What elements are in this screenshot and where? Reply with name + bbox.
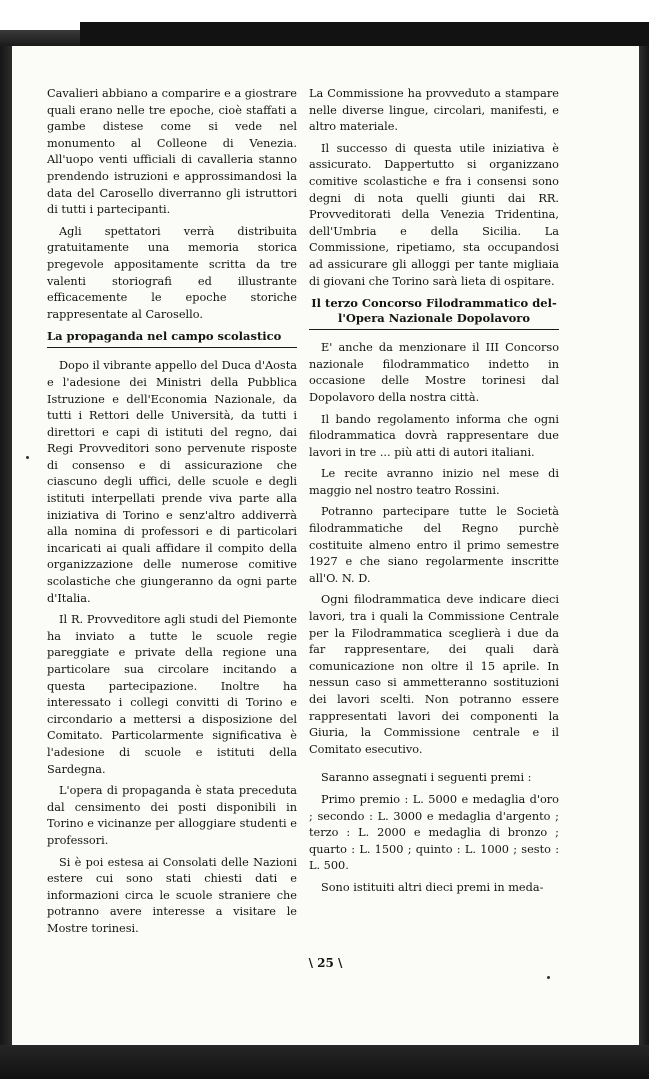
scan-left-border	[0, 46, 12, 1046]
document-page	[12, 46, 639, 1045]
right-paragraph-7: Ogni filodrammatica deve indicare dieci lavori, tra i quali la Commissione Centrale per la Filodrammatica sceglierà i due da far rappresentare, dei quali darà comunicazione non oltre il 15 aprile. In nessun caso si ammetteranno sostituzioni dei lavori scelti. Non potranno essere rappresentati lavori dei componenti la Giuria, la Commissione centrale e il Comitato esecutivo.	[309, 593, 559, 756]
right-paragraph-2: Il successo di questa utile iniziativa è assicurato. Dappertutto si organizzano comitive scolastiche e fra i consensi sono degni di nota quelli giunti dai RR. Provveditorati della Venezia Tridentina, dell'Umbria e della Sicilia. La Commissione, ripetiamo, sta occupandosi ad assicurare gli alloggi per tante migliaia di giovani che Torino sarà lieta di ospitare.	[309, 141, 559, 288]
right-paragraph-10: Sono istituiti altri dieci premi in meda-	[321, 880, 544, 894]
section-heading-concorso	[309, 296, 559, 330]
scan-speck	[547, 976, 550, 979]
left-paragraph-2: Agli spettatori verrà distribuita gratuitamente una memoria storica pregevole appositamente scritta da tre valenti storiografi ed illustrante efficacemente le epoche storiche rappresentate al Carosello.	[47, 224, 297, 321]
left-paragraph-1: Cavalieri abbiano a comparire e a giostrare quali erano nelle tre epoche, cioè staffati a gambe distese come si vede nel monumento al Colleone di Venezia. All'uopo venti ufficiali di cavalleria stanno prendendo istruzioni e approssimandosi la data del Carosello diverranno gli istruttori di tutti i partecipanti.	[47, 87, 297, 217]
right-paragraph-8: Saranno assegnati i seguenti premi :	[321, 771, 532, 785]
right-paragraph-3: E' anche da menzionare il III Concorso nazionale filodrammatico indetto in occasione delle Mostre torinesi dal Dopolavoro della nostra città.	[309, 341, 559, 404]
section-heading-concorso-line-1: Il terzo Concorso Filodrammatico del-	[311, 296, 557, 311]
scan-bottom-border	[0, 1045, 649, 1079]
scan-top-band-dark	[80, 22, 649, 46]
right-column	[309, 86, 559, 902]
page-number: \ 25 \	[308, 956, 343, 970]
right-paragraph-5: Le recite avranno inizio nel mese di maggio nel nostro teatro Rossini.	[309, 467, 559, 497]
left-paragraph-5: L'opera di propaganda è stata preceduta dal censimento dei posti disponibili in Torino e vicinanze per alloggiare studenti e professori.	[47, 784, 297, 847]
right-paragraph-9: Primo premio : L. 5000 e medaglia d'oro ; secondo : L. 3000 e medaglia d'argento ; terzo : L. 2000 e medaglia di bronzo ; quarto : L. 1500 ; quinto : L. 1000 ; sesto : L. 500.	[309, 792, 559, 873]
section-heading-propaganda: La propaganda nel campo scolastico	[47, 329, 297, 348]
left-paragraph-6: Si è poi estesa ai Consolati delle Nazioni estere cui sono stati chiesti dati e informazioni circa le scuole straniere che potranno avere interesse a visitare le Mostre torinesi.	[47, 855, 297, 935]
left-paragraph-3: Dopo il vibrante appello del Duca d'Aosta e l'adesione dei Ministri della Pubblica Istruzione e dell'Economia Nazionale, da tutti i Rettori delle Università, da tutti i direttori e capi di istituti del regno, dai Regi Provveditori sono pervenute risposte di consenso e di assicurazione che ciascuno degli uffici, delle scuole e degli istituti interpellati prende viva parte alla iniziativa di Torino e senz'altro addiverrà alla nomina di professori e di particolari incaricati ai quali affidare il compito della organizzazione delle numerose comitive scolastiche che giungeranno da ogni parte d'Italia.	[47, 359, 297, 605]
right-paragraph-1: La Commissione ha provveduto a stampare nelle diverse lingue, circolari, manifesti, e altro materiale.	[309, 87, 559, 134]
scan-right-border	[639, 46, 649, 1046]
scan-speck	[26, 456, 29, 459]
section-heading-concorso-line-2: l'Opera Nazionale Dopolavoro	[337, 311, 531, 326]
right-paragraph-4: Il bando regolamento informa che ogni filodrammatica dovrà rappresentare due lavori in tre ... più atti di autori italiani.	[309, 412, 559, 459]
scan-top-border	[0, 0, 649, 46]
left-paragraph-4: Il R. Provveditore agli studi del Piemonte ha inviato a tutte le scuole regie pareggiate e private della regione una particolare sua circolare incitando a questa partecipazione. Inoltre ha interessato i collegi convitti di Torino e circondario a mettersi a disposizione del Comitato. Particolarmente significativa è l'adesione di scuole e istituti della Sardegna.	[47, 613, 297, 776]
left-column	[47, 86, 297, 943]
right-paragraph-6: Potranno partecipare tutte le Società filodrammatiche del Regno purchè costituite almeno entro il primo semestre 1927 e che siano regolarmente inscritte all'O. N. D.	[309, 505, 559, 585]
